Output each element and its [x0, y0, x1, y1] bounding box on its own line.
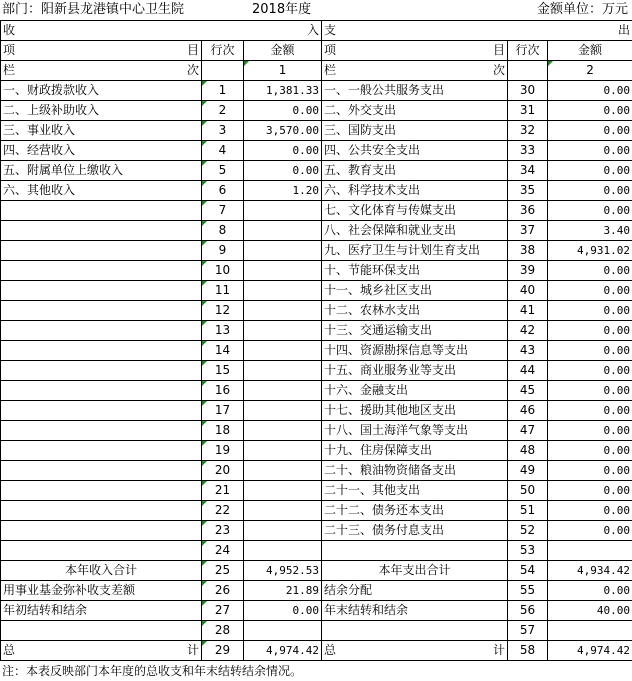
- expense-item-label: 十九、住房保障支出: [322, 441, 508, 461]
- income-total-amount: 4,974.42: [244, 641, 322, 661]
- income-row-number: 16: [202, 381, 244, 401]
- income-item-label: [1, 461, 202, 481]
- expense-amount: 0.00: [548, 181, 632, 201]
- table-row: [1, 421, 632, 441]
- income-amount: 0.00: [244, 101, 322, 121]
- income-item-label: [1, 201, 202, 221]
- expense-amount: 0.00: [548, 481, 632, 501]
- currency-unit: 金额单位：万元: [536, 2, 628, 17]
- income-amount: [244, 361, 322, 381]
- expense-amount: 0.00: [548, 101, 632, 121]
- income-row-number: 20: [202, 461, 244, 481]
- expense-amount: 0.00: [548, 161, 632, 181]
- income-item-label: [1, 401, 202, 421]
- income-row-number: 23: [202, 521, 244, 541]
- expense-summary-label: 结余分配: [322, 581, 508, 601]
- expense-item-label: [322, 541, 508, 561]
- income-amount-header: 金额: [244, 41, 322, 61]
- expense-row-number: 48: [508, 441, 548, 461]
- table-row: [1, 401, 632, 421]
- income-amount: [244, 301, 322, 321]
- expense-item-label: 八、社会保障和就业支出: [322, 221, 508, 241]
- expense-amount: 3.40: [548, 221, 632, 241]
- table-row: [1, 241, 632, 261]
- section-header-row: [1, 21, 632, 41]
- expense-item-label: 二、外交支出: [322, 101, 508, 121]
- table-row: [1, 381, 632, 401]
- income-item-label: [1, 321, 202, 341]
- department-label: 部门：阳新县龙港镇中心卫生院: [2, 2, 185, 17]
- income-amount: [244, 281, 322, 301]
- table-row: [1, 481, 632, 501]
- expense-amount: 0.00: [548, 421, 632, 441]
- expense-row-number: 47: [508, 421, 548, 441]
- expense-row-number: 34: [508, 161, 548, 181]
- expense-row-number: 33: [508, 141, 548, 161]
- expense-item-label: 四、公共安全支出: [322, 141, 508, 161]
- income-item-label: [1, 421, 202, 441]
- income-amount: [244, 521, 322, 541]
- expense-amount: 0.00: [548, 121, 632, 141]
- expense-item-label: 二十、粮油物资储备支出: [322, 461, 508, 481]
- income-item-header: 项 目: [1, 41, 202, 61]
- income-row-number: 2: [202, 101, 244, 121]
- income-amount: 4,952.53: [244, 561, 322, 581]
- table-row: [1, 181, 632, 201]
- expense-row-number: 40: [508, 281, 548, 301]
- expense-total-amount: 4,974.42: [548, 641, 632, 661]
- table-row: [1, 201, 632, 221]
- table-row: [1, 141, 632, 161]
- table-row: [1, 321, 632, 341]
- expense-summary-label: 年末结转和结余: [322, 601, 508, 621]
- income-amount: [244, 341, 322, 361]
- income-item-label: [1, 261, 202, 281]
- expense-item-label: 二十三、债务付息支出: [322, 521, 508, 541]
- expense-item-label: 六、科学技术支出: [322, 181, 508, 201]
- footnote: 注：本表反映部门本年度的总收支和年末结转结余情况。: [2, 664, 303, 678]
- income-item-label: 一、财政拨款收入: [1, 81, 202, 101]
- income-item-label: [1, 281, 202, 301]
- income-rowno-header: 行次: [202, 41, 244, 61]
- income-row-number: 4: [202, 141, 244, 161]
- expense-row-number: 46: [508, 401, 548, 421]
- income-summary-label: [1, 621, 202, 641]
- expense-item-label: 三、国防支出: [322, 121, 508, 141]
- income-amount: 1,381.33: [244, 81, 322, 101]
- expense-row-number: 50: [508, 481, 548, 501]
- income-summary-label: 用事业基金弥补收支差额: [1, 581, 202, 601]
- expense-amount: 0.00: [548, 301, 632, 321]
- income-amount: [244, 241, 322, 261]
- table-row: [1, 501, 632, 521]
- table-row: [1, 221, 632, 241]
- column-header-row: [1, 41, 632, 61]
- income-item-label: [1, 221, 202, 241]
- expense-row-number: 58: [508, 641, 548, 661]
- income-section-header: 收 入: [1, 21, 322, 41]
- expense-item-label: 九、医疗卫生与计划生育支出: [322, 241, 508, 261]
- table-row: [1, 261, 632, 281]
- income-amount: [244, 621, 322, 641]
- expense-rowno-header: 行次: [508, 41, 548, 61]
- income-item-label: [1, 541, 202, 561]
- expense-row-number: 36: [508, 201, 548, 221]
- income-item-label: [1, 241, 202, 261]
- table-row: [1, 461, 632, 481]
- income-amount: 1.20: [244, 181, 322, 201]
- income-item-label: [1, 301, 202, 321]
- expense-amount: 0.00: [548, 401, 632, 421]
- income-row-number: 9: [202, 241, 244, 261]
- income-row-number: 5: [202, 161, 244, 181]
- expense-amount: 0.00: [548, 441, 632, 461]
- table-row: [1, 361, 632, 381]
- income-amount: [244, 321, 322, 341]
- income-row-number: 26: [202, 581, 244, 601]
- expense-amount: 0.00: [548, 81, 632, 101]
- income-item-label: 四、经营收入: [1, 141, 202, 161]
- income-amount: 0.00: [244, 161, 322, 181]
- expense-column-number: 2: [548, 61, 632, 81]
- expense-row-number: 31: [508, 101, 548, 121]
- income-row-number: 10: [202, 261, 244, 281]
- expense-row-number: 37: [508, 221, 548, 241]
- expense-amount: 0.00: [548, 341, 632, 361]
- expense-item-header: 项 目: [322, 41, 508, 61]
- income-amount: 21.89: [244, 581, 322, 601]
- income-amount: 3,570.00: [244, 121, 322, 141]
- expense-row-number: 55: [508, 581, 548, 601]
- income-summary-label: 本年收入合计: [1, 561, 202, 581]
- table-row: [1, 281, 632, 301]
- expense-item-label: 十七、援助其他地区支出: [322, 401, 508, 421]
- expense-item-label: 二十二、债务还本支出: [322, 501, 508, 521]
- income-amount: [244, 201, 322, 221]
- expense-row-number: 57: [508, 621, 548, 641]
- expense-row-number: 56: [508, 601, 548, 621]
- income-row-number: 17: [202, 401, 244, 421]
- expense-amount: 0.00: [548, 521, 632, 541]
- summary-row: [1, 581, 632, 601]
- income-item-label: [1, 441, 202, 461]
- expense-item-label: 十五、商业服务业等支出: [322, 361, 508, 381]
- expense-item-label: 十二、农林水支出: [322, 301, 508, 321]
- income-item-label: 六、其他收入: [1, 181, 202, 201]
- income-row-number: 12: [202, 301, 244, 321]
- income-item-label: [1, 361, 202, 381]
- table-row: [1, 121, 632, 141]
- table-row: [1, 441, 632, 461]
- income-row-number: 6: [202, 181, 244, 201]
- expense-item-label: 十六、金融支出: [322, 381, 508, 401]
- table-row: [1, 341, 632, 361]
- expense-amount: 0.00: [548, 501, 632, 521]
- income-row-number: 11: [202, 281, 244, 301]
- expense-amount: [548, 541, 632, 561]
- expense-amount: 0.00: [548, 261, 632, 281]
- expense-row-number: 38: [508, 241, 548, 261]
- expense-amount: 4,934.42: [548, 561, 632, 581]
- expense-item-label: 一、一般公共服务支出: [322, 81, 508, 101]
- expense-row-number: 54: [508, 561, 548, 581]
- summary-row: [1, 561, 632, 581]
- income-row-number: 8: [202, 221, 244, 241]
- income-amount: [244, 541, 322, 561]
- expense-section-header: 支 出: [322, 21, 632, 41]
- expense-summary-label: [322, 621, 508, 641]
- income-row-number: 27: [202, 601, 244, 621]
- income-row-number: 29: [202, 641, 244, 661]
- income-total-label: 总 计: [1, 641, 202, 661]
- expense-amount: 0.00: [548, 141, 632, 161]
- expense-amount: 0.00: [548, 581, 632, 601]
- table-row: [1, 101, 632, 121]
- expense-item-label: 五、教育支出: [322, 161, 508, 181]
- summary-row: [1, 621, 632, 641]
- income-amount: [244, 481, 322, 501]
- table-row: [1, 541, 632, 561]
- table-row: [1, 161, 632, 181]
- income-item-label: [1, 341, 202, 361]
- expense-row-number: 45: [508, 381, 548, 401]
- expense-amount: 0.00: [548, 321, 632, 341]
- expense-summary-label: 本年支出合计: [322, 561, 508, 581]
- expense-row-number: 35: [508, 181, 548, 201]
- expense-item-label: 十一、城乡社区支出: [322, 281, 508, 301]
- expense-amount: [548, 621, 632, 641]
- table-row: [1, 521, 632, 541]
- income-row-number: 28: [202, 621, 244, 641]
- income-amount: 0.00: [244, 141, 322, 161]
- income-row-number: 3: [202, 121, 244, 141]
- income-row-number: 13: [202, 321, 244, 341]
- income-row-number: 24: [202, 541, 244, 561]
- income-row-number: 1: [202, 81, 244, 101]
- income-amount: [244, 401, 322, 421]
- income-row-number: 25: [202, 561, 244, 581]
- expense-amount: 40.00: [548, 601, 632, 621]
- expense-row-number: 51: [508, 501, 548, 521]
- expense-row-number: 53: [508, 541, 548, 561]
- income-column-number: 1: [244, 61, 322, 81]
- income-amount: [244, 461, 322, 481]
- expense-amount: 0.00: [548, 461, 632, 481]
- income-row-number: 18: [202, 421, 244, 441]
- expense-amount-header: 金额: [548, 41, 632, 61]
- income-expense-table: [0, 20, 632, 661]
- income-item-label: [1, 501, 202, 521]
- column-number-row: [1, 61, 632, 81]
- income-row-number: 21: [202, 481, 244, 501]
- expense-item-label: 十八、国土海洋气象等支出: [322, 421, 508, 441]
- income-amount: [244, 221, 322, 241]
- income-amount: [244, 381, 322, 401]
- income-amount: [244, 261, 322, 281]
- expense-row-number: 52: [508, 521, 548, 541]
- income-amount: [244, 441, 322, 461]
- expense-row-number: 32: [508, 121, 548, 141]
- expense-row-number: 44: [508, 361, 548, 381]
- income-row-number: 22: [202, 501, 244, 521]
- expense-amount: 0.00: [548, 381, 632, 401]
- expense-row-number: 42: [508, 321, 548, 341]
- expense-item-label: 七、文化体育与传媒支出: [322, 201, 508, 221]
- income-row-number: 7: [202, 201, 244, 221]
- income-amount: [244, 501, 322, 521]
- expense-item-label: 十三、交通运输支出: [322, 321, 508, 341]
- income-row-number: 15: [202, 361, 244, 381]
- expense-total-label: 总 计: [322, 641, 508, 661]
- income-summary-label: 年初结转和结余: [1, 601, 202, 621]
- expense-row-number: 41: [508, 301, 548, 321]
- expense-row-number: 49: [508, 461, 548, 481]
- income-item-label: [1, 521, 202, 541]
- expense-amount: 0.00: [548, 361, 632, 381]
- income-amount: 0.00: [244, 601, 322, 621]
- table-row: [1, 81, 632, 101]
- expense-row-number: 30: [508, 81, 548, 101]
- income-item-label: [1, 481, 202, 501]
- expense-row-number: 43: [508, 341, 548, 361]
- income-column-label: 栏 次: [1, 61, 202, 81]
- total-row: [1, 641, 632, 661]
- summary-row: [1, 601, 632, 621]
- income-item-label: 二、上级补助收入: [1, 101, 202, 121]
- expense-row-number: 39: [508, 261, 548, 281]
- expense-item-label: 二十一、其他支出: [322, 481, 508, 501]
- income-item-label: 五、附属单位上缴收入: [1, 161, 202, 181]
- expense-column-label: 栏 次: [322, 61, 508, 81]
- income-item-label: 三、事业收入: [1, 121, 202, 141]
- income-row-number: 19: [202, 441, 244, 461]
- expense-amount: 0.00: [548, 281, 632, 301]
- expense-amount: 4,931.02: [548, 241, 632, 261]
- expense-item-label: 十四、资源勘探信息等支出: [322, 341, 508, 361]
- income-item-label: [1, 381, 202, 401]
- expense-amount: 0.00: [548, 201, 632, 221]
- income-amount: [244, 421, 322, 441]
- table-row: [1, 301, 632, 321]
- income-row-number: 14: [202, 341, 244, 361]
- expense-item-label: 十、节能环保支出: [322, 261, 508, 281]
- report-year: 2018年度: [252, 2, 312, 17]
